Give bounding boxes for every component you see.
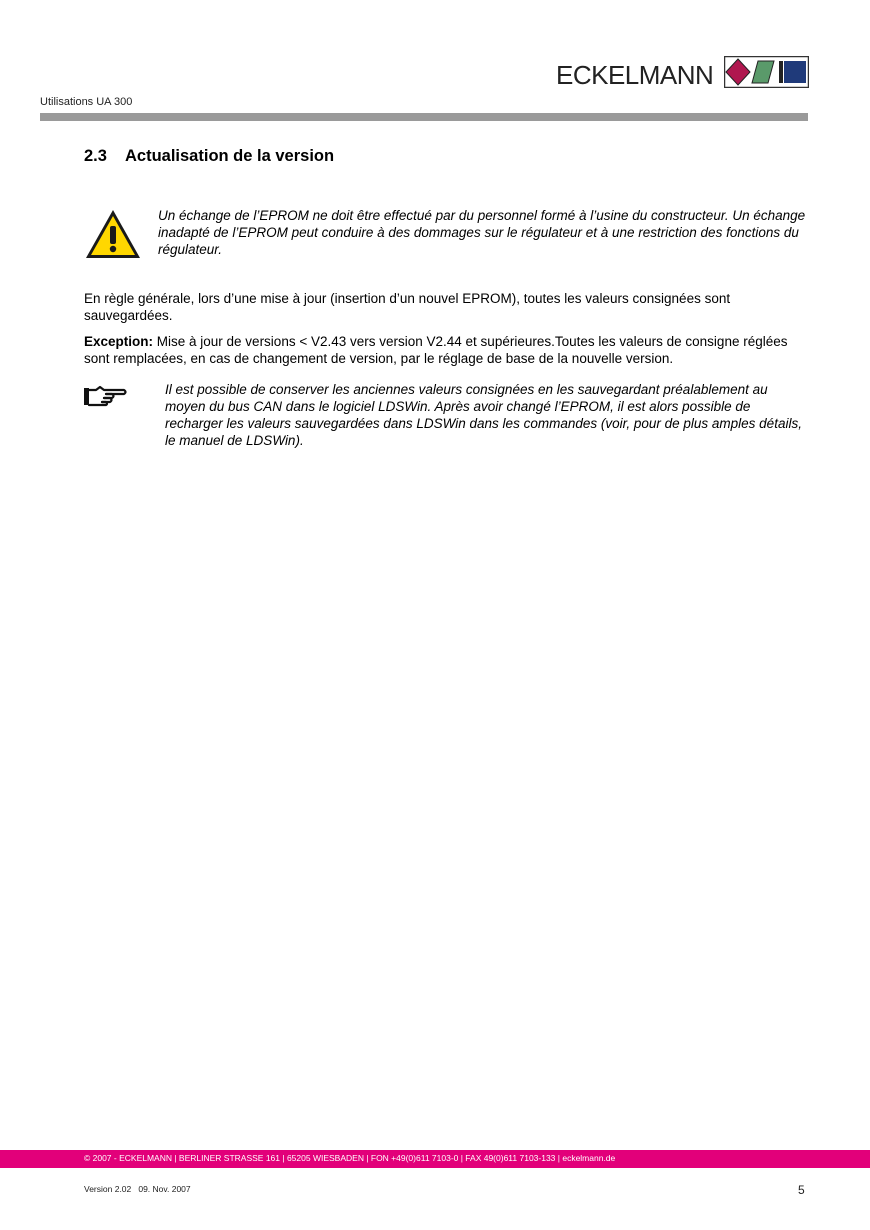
brand-logo bbox=[556, 56, 809, 90]
section-heading bbox=[84, 147, 334, 166]
pointing-hand-icon bbox=[82, 385, 128, 407]
note-text: Il est possible de conserver les anciennes valeurs consignées en les sauvegardant préalablement au moyen du bus CAN dans le logiciel LDSWin. Après avoir changé l’EPROM, il est alors possible de recharger les valeurs sauvegardées dans LDSWin dans les commandes (voir, pour de plus amples détails, le manuel de LDSWin). bbox=[165, 382, 802, 448]
footer-bar bbox=[0, 1150, 870, 1168]
exception-text: Mise à jour de versions < V2.43 vers version V2.44 et supérieures.Toutes les valeurs de consigne réglées sont remplacées, en cas de changement de version, par le réglage de base de la nouvelle version. bbox=[84, 334, 788, 366]
header-rule bbox=[40, 113, 808, 121]
section-number: 2.3 bbox=[84, 147, 107, 165]
brand-name: ECKELMANN bbox=[556, 60, 714, 90]
exception-label: Exception: bbox=[84, 334, 154, 349]
page-number: 5 bbox=[798, 1183, 805, 1197]
footer-address: © 2007 - ECKELMANN | BERLINER STRASSE 161 | 65205 WIESBADEN | FON +49(0)611 7103-0 | FAX 49(0)611 7103-133 | eckelmann.de bbox=[84, 1153, 616, 1163]
warning-triangle-icon bbox=[84, 208, 142, 260]
logo-mark-icon bbox=[724, 56, 809, 88]
section-title: Actualisation de la version bbox=[125, 147, 335, 165]
warning-text: Un échange de l’EPROM ne doit être effectué par du personnel formé à l’usine du constructeur. Un échange inadapté de l’EPROM peut conduire à des dommages sur le régulateur et à une restriction des fonctions du régulateur. bbox=[158, 208, 806, 257]
paragraph-exception bbox=[84, 333, 809, 367]
doc-label: Utilisations UA 300 bbox=[40, 96, 133, 108]
paragraph-general-rule: En règle générale, lors d’une mise à jour (insertion d’un nouvel EPROM), toutes les valeurs consignées sont sauvegardées. bbox=[84, 291, 731, 323]
version-info: Version 2.02 09. Nov. 2007 bbox=[84, 1184, 191, 1194]
